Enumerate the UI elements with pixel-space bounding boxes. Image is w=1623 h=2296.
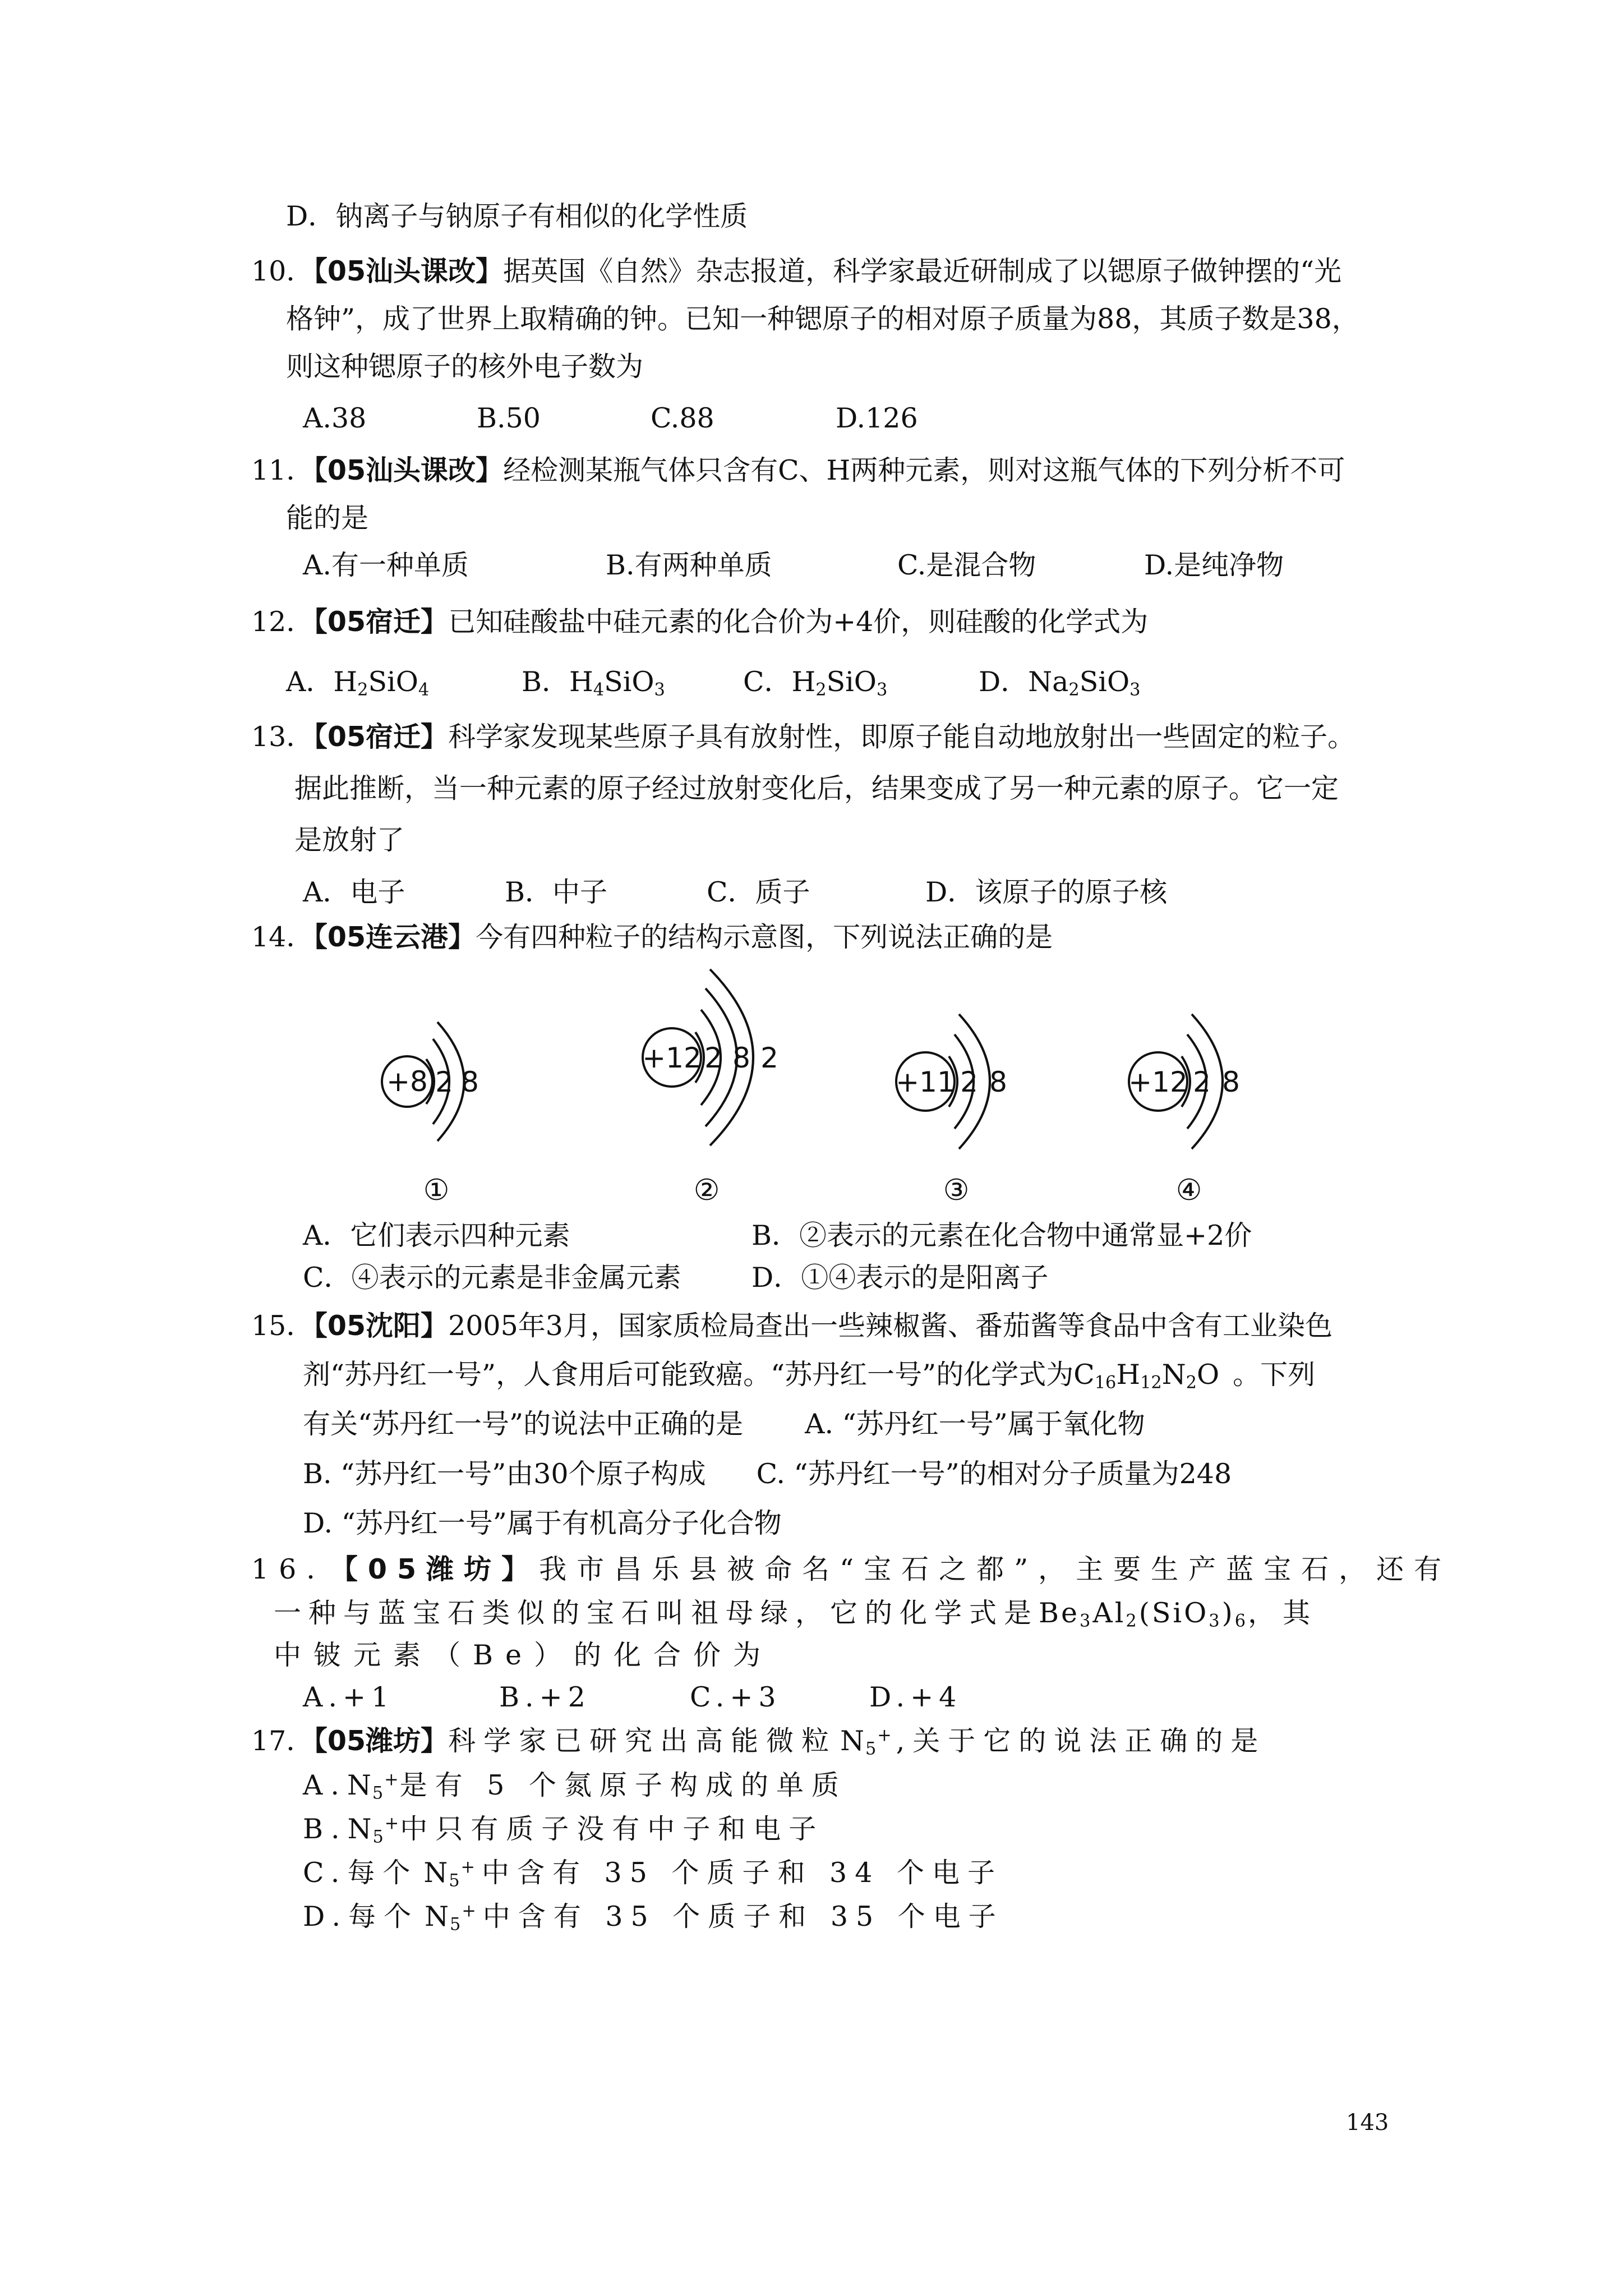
source-tag: 【05潍坊】 (313, 1725, 449, 1757)
question-text: 科学家已研究出高能微粒 (448, 1725, 837, 1757)
diagram-caption-1: ① (423, 1174, 450, 1207)
question-text: 据英国《自然》杂志报道，科学家最近研制成了以锶原子做钟摆的“光 (503, 255, 1342, 287)
option-a: A．电子 (303, 876, 405, 908)
option-d: D.+4 (869, 1681, 962, 1713)
q17-option-b: $B.N_5^+$中只有质子没有中子和电子 (303, 1813, 824, 1847)
question-10-line-3: 则这种锶原子的核外电子数为 (286, 351, 644, 383)
question-17: 17．【05潍坊】科学家已研究出高能微粒 $N_5^+$ ,关于它的说法正确的是 (251, 1725, 1266, 1759)
question-number: 17． (251, 1725, 314, 1757)
question-13-line-3: 是放射了 (294, 824, 405, 856)
q9-option-d: D．钠离子与钠原子有相似的化学性质 (286, 200, 748, 232)
option-b: B．中子 (505, 876, 608, 908)
question-text: 经检测某瓶气体只含有C、H两种元素，则对这瓶气体的下列分析不可 (503, 454, 1345, 486)
option-d: D.126 (836, 402, 918, 434)
question-16-line-2: 一种与蓝宝石类似的宝石叫祖母绿，它的化学式是$Be_3Al_2(SiO_3)_6$，其 (274, 1597, 1318, 1631)
chemical-formula: $C_{16}H_{12}N_2O$ (1073, 1359, 1220, 1393)
question-number: 11． (251, 454, 314, 486)
question-text: 我市昌乐县被命名“宝石之都”，主要生产蓝宝石，还有 (539, 1553, 1452, 1585)
option-c: C.+3 (690, 1681, 782, 1713)
nucleus-charge: +8 (386, 1065, 428, 1098)
question-text: 已知硅酸盐中硅元素的化合价为+4价，则硅酸的化学式为 (448, 606, 1149, 638)
shell-electrons: 2 (760, 1042, 778, 1074)
question-15-line-3: 有关“苏丹红一号”的说法中正确的是 A. “苏丹红一号”属于氧化物 (303, 1408, 1145, 1440)
q15-option-a: A. “苏丹红一号”属于氧化物 (805, 1408, 1145, 1440)
option-c: C.88 (651, 402, 714, 434)
option-b: B．$H_4SiO_3$ (522, 666, 665, 700)
option-c: C.是混合物 (897, 549, 1036, 581)
shell-electrons: 2 (1193, 1066, 1211, 1098)
option-d: D．该原子的原子核 (925, 876, 1168, 908)
option-d: D．$Na_2SiO_3$ (979, 666, 1141, 700)
atom-diagram-2 (628, 948, 813, 1152)
question-number: 15． (251, 1310, 314, 1342)
nucleus-charge: +12 (642, 1042, 702, 1074)
source-tag: 【05汕头课改】 (313, 454, 504, 486)
ion-formula: $N_5^+$ (840, 1725, 893, 1759)
source-tag: 【05连云港】 (313, 921, 476, 953)
q15-options-bc (303, 1457, 1232, 1492)
diagram-caption-4: ④ (1175, 1174, 1202, 1207)
ion-formula: $N_5^+$ (425, 1901, 477, 1935)
question-11-line-2: 能的是 (286, 502, 369, 534)
option-b: B.有两种单质 (606, 549, 772, 581)
question-16 (251, 1552, 1451, 1587)
question-text: 科学家发现某些原子具有放射性，即原子能自动地放射出一些固定的粒子。 (448, 721, 1355, 753)
page-number: 143 (1346, 2110, 1389, 2136)
option-b: B.+2 (499, 1681, 591, 1713)
q14-option-d: D．①④表示的是阳离子 (751, 1262, 1049, 1294)
q15-option-c: C. “苏丹红一号”的相对分子质量为248 (756, 1458, 1232, 1490)
chemical-formula: $Be_3Al_2(SiO_3)_6$ (1039, 1597, 1248, 1631)
question-number: 16． (251, 1553, 344, 1585)
atom-diagram-4 (1113, 976, 1276, 1163)
shell-electrons: 2 (435, 1066, 453, 1098)
shell-electrons: 8 (732, 1042, 750, 1074)
question-15-line-2: 剂“苏丹红一号”，人食用后可能致癌。“苏丹红一号”的化学式为$C_{16}H_{12}N_2O$ 。下列 (303, 1359, 1316, 1393)
question-10-line-2: 格钟”，成了世界上取精确的钟。已知一种锶原子的相对原子质量为88，其质子数是38， (286, 303, 1359, 335)
option-c: C．质子 (707, 876, 810, 908)
q17-option-a: $A.N_5^+$是有 5 个氮原子构成的单质 (303, 1769, 847, 1803)
question-number: 10． (251, 255, 314, 287)
question-13 (251, 720, 1355, 754)
ion-formula: $N_5^+$ (423, 1857, 476, 1891)
question-10 (251, 254, 1341, 289)
ion-formula: $N_5^+$ (347, 1813, 400, 1847)
option-c: C．$H_2SiO_3$ (743, 666, 888, 700)
shell-electrons: 8 (989, 1066, 1007, 1098)
shell-electrons: 8 (461, 1066, 479, 1098)
option-b: B.50 (477, 402, 541, 434)
source-tag: 【05宿迁】 (313, 721, 449, 753)
question-15 (251, 1309, 1332, 1343)
question-text: 2005年3月，国家质检局查出一些辣椒酱、番茄酱等食品中含有工业染色 (448, 1310, 1332, 1342)
atom-diagram-1 (370, 976, 516, 1163)
option-a: A.+1 (303, 1681, 395, 1713)
nucleus-charge: +11 (896, 1066, 955, 1098)
source-tag: 【05宿迁】 (313, 606, 449, 638)
question-number: 12． (251, 606, 314, 638)
option-a: A.有一种单质 (303, 549, 469, 581)
source-tag: 【05潍坊】 (344, 1553, 540, 1585)
q17-option-d: D.每个 $N_5^+$ 中含有 35 个质子和 35 个电子 (303, 1901, 1004, 1935)
atom-diagram-3 (880, 976, 1043, 1163)
question-text: 今有四种粒子的结构示意图，下列说法正确的是 (476, 921, 1053, 953)
q14-option-b: B．②表示的元素在化合物中通常显+2价 (751, 1220, 1252, 1251)
question-13-line-2: 据此推断，当一种元素的原子经过放射变化后，结果变成了另一种元素的原子。它一定 (294, 772, 1339, 804)
question-12 (251, 605, 1148, 639)
question-number: 14． (251, 921, 314, 953)
diagram-caption-3: ③ (943, 1174, 970, 1207)
shell-electrons: 8 (1222, 1066, 1240, 1098)
q14-option-c: C．④表示的元素是非金属元素 (303, 1262, 681, 1294)
q15-option-d: D. “苏丹红一号”属于有机高分子化合物 (303, 1507, 782, 1539)
q15-option-b: B. “苏丹红一号”由30个原子构成 (303, 1458, 706, 1490)
option-d: D.是纯净物 (1144, 549, 1284, 581)
shell-electrons: 2 (704, 1042, 722, 1074)
source-tag: 【05汕头课改】 (313, 255, 504, 287)
question-11 (251, 453, 1345, 488)
question-16-line-3: 中铍元素（Be）的化合价为 (274, 1639, 773, 1671)
ion-formula: $N_5^+$ (347, 1769, 400, 1803)
option-a: A.38 (303, 402, 367, 434)
shell-electrons: 2 (960, 1066, 978, 1098)
source-tag: 【05沈阳】 (313, 1310, 449, 1342)
diagram-caption-2: ② (693, 1174, 720, 1207)
question-number: 13． (251, 721, 314, 753)
option-a: A．$H_2SiO_4$ (286, 666, 430, 700)
nucleus-charge: +12 (1128, 1066, 1188, 1098)
q14-option-a: A．它们表示四种元素 (303, 1220, 570, 1251)
q17-option-c: C.每个 $N_5^+$ 中含有 35 个质子和 34 个电子 (303, 1857, 1003, 1891)
